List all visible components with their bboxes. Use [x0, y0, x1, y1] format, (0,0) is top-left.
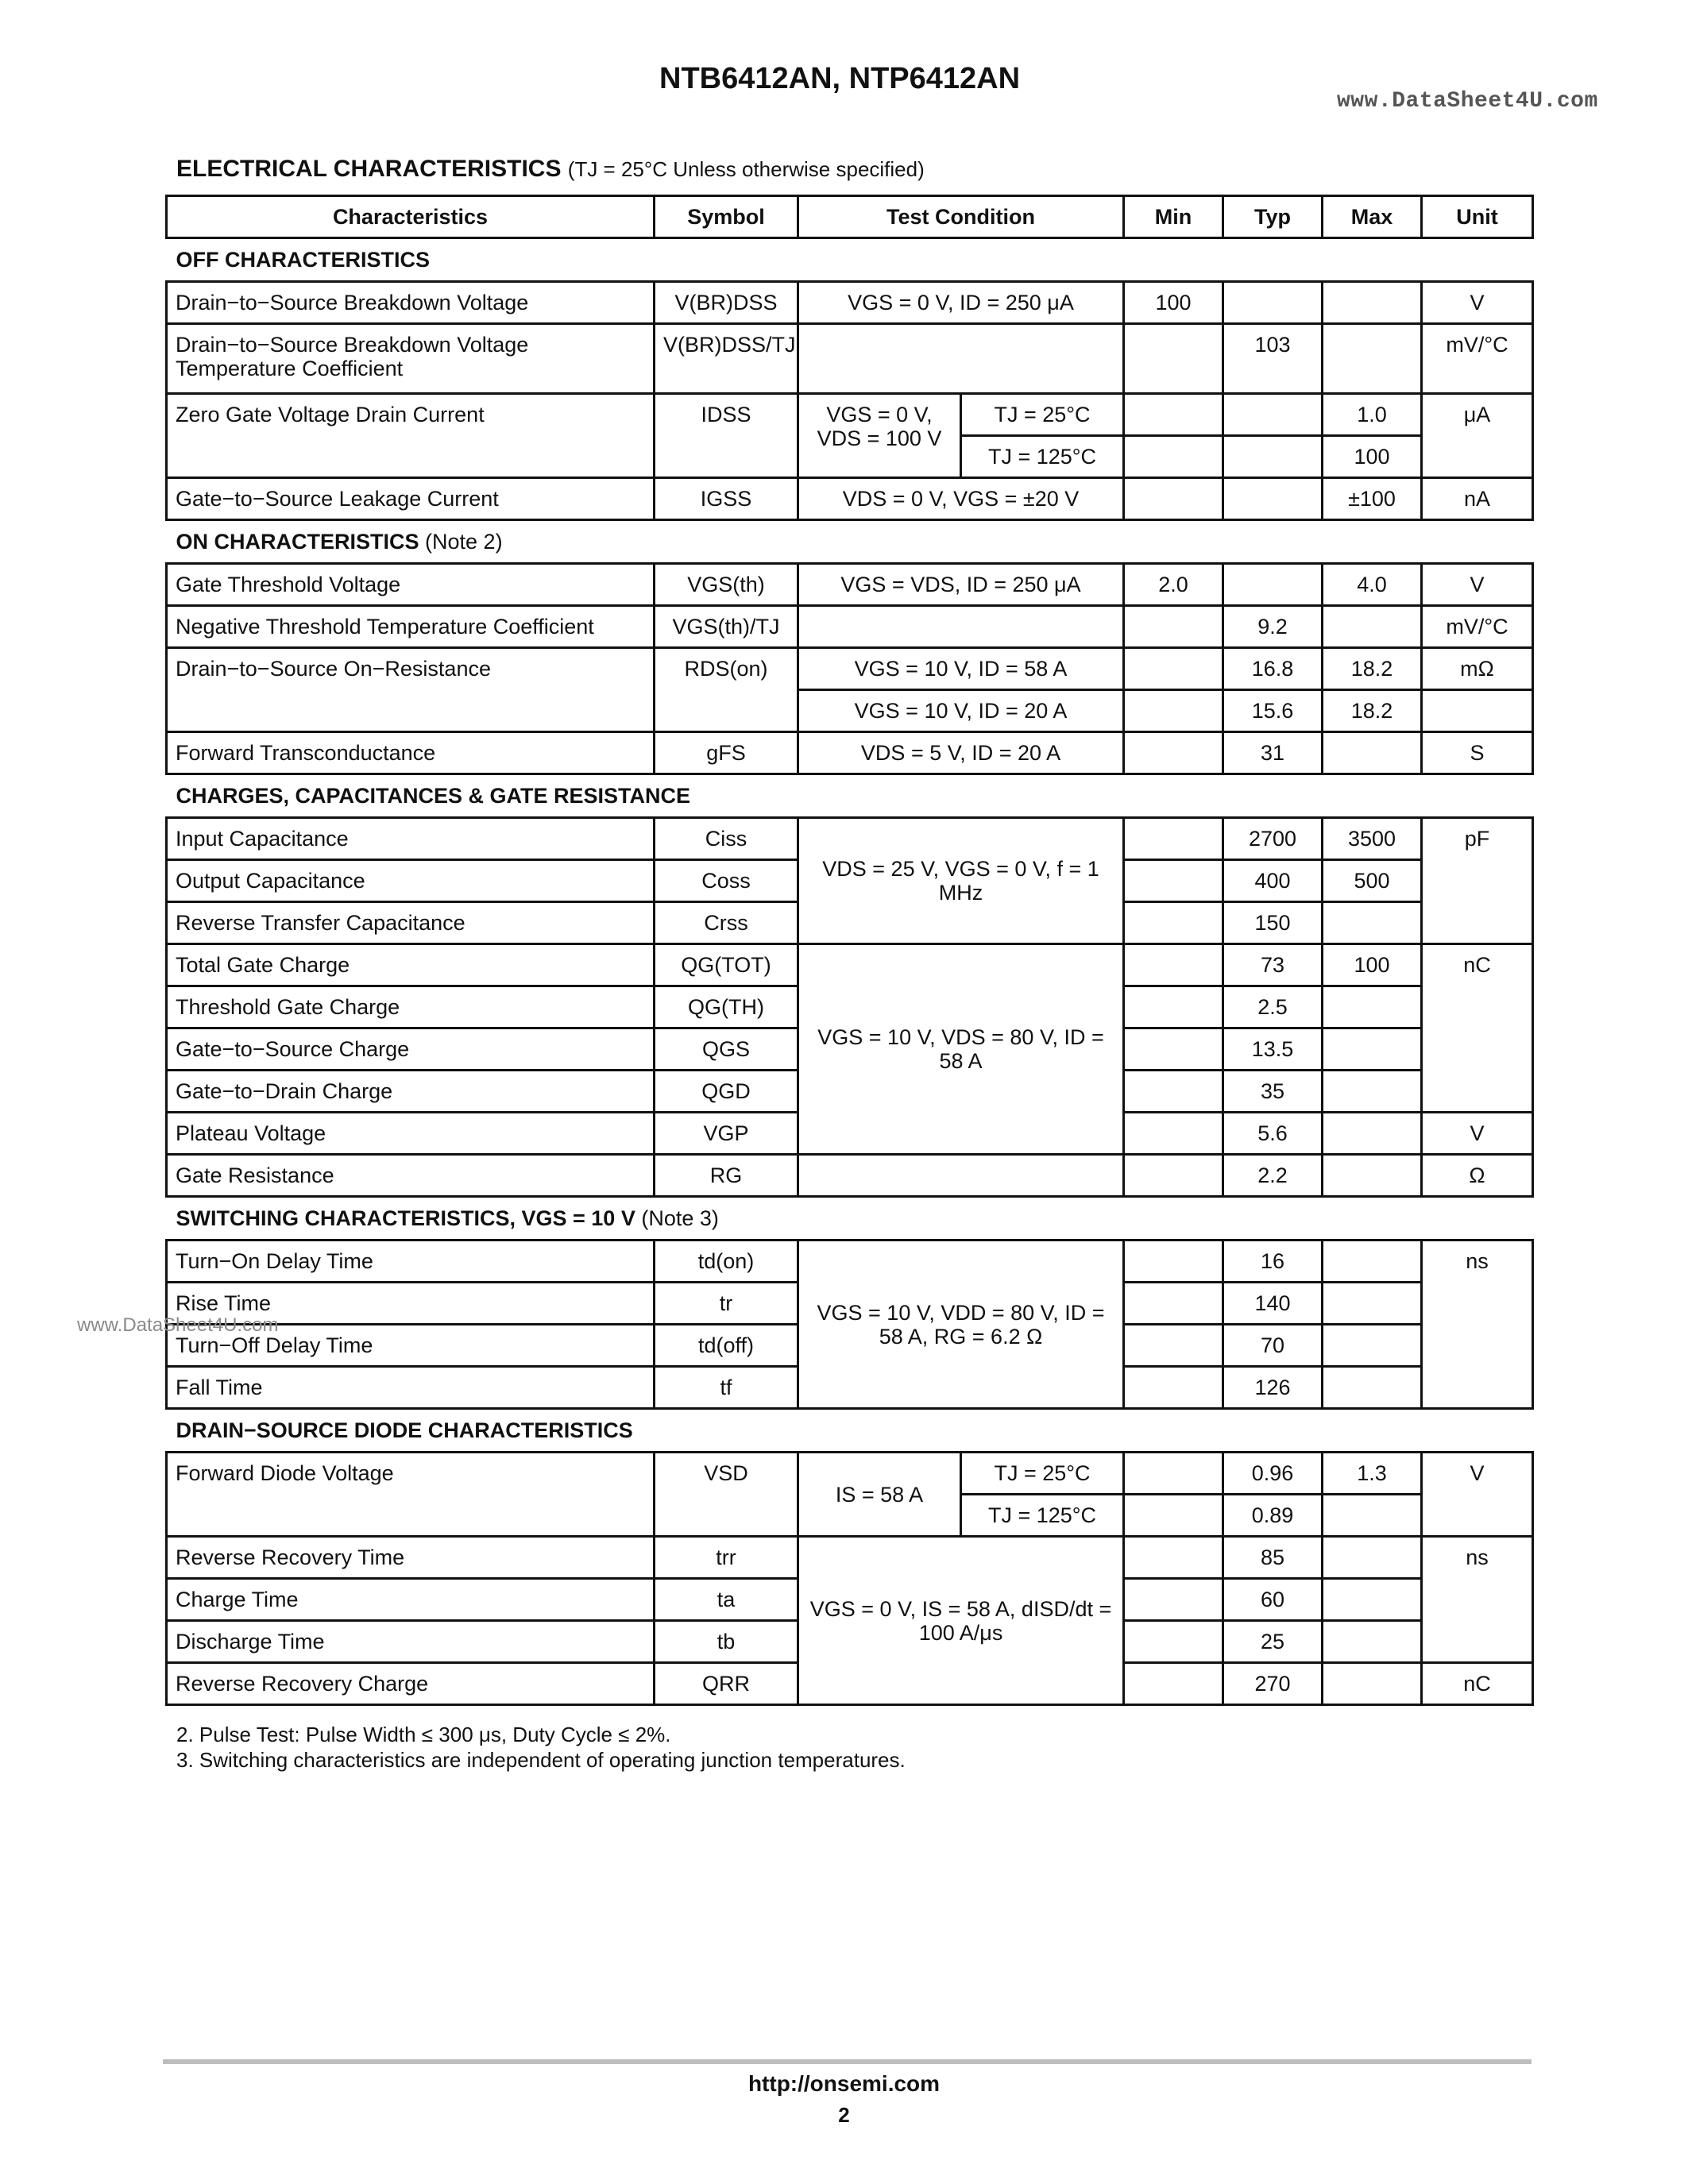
param-typ: 0.96	[1223, 1453, 1323, 1495]
param-name: Charge Time	[167, 1579, 655, 1621]
param-symbol: tf	[655, 1367, 798, 1409]
param-condition-temp: TJ = 25°C	[961, 394, 1124, 436]
param-symbol: ta	[655, 1579, 798, 1621]
section-row-off	[167, 238, 1533, 282]
param-name: Drain−to−Source Breakdown Voltage	[167, 282, 655, 324]
param-max	[1323, 1113, 1422, 1155]
param-min	[1124, 944, 1223, 986]
table-row	[167, 732, 1533, 774]
param-condition: VGS = 10 V, VDS = 80 V, ID = 58 A	[798, 944, 1124, 1155]
param-max: ±100	[1323, 478, 1422, 520]
param-max	[1323, 986, 1422, 1028]
param-min	[1124, 818, 1223, 860]
param-symbol: QGD	[655, 1071, 798, 1113]
section-heading	[176, 156, 925, 183]
param-min	[1124, 986, 1223, 1028]
col-typ: Typ	[1223, 196, 1323, 238]
param-max	[1323, 1071, 1422, 1113]
param-min: 100	[1124, 282, 1223, 324]
param-symbol: VGS(th)	[655, 564, 798, 606]
param-symbol: Ciss	[655, 818, 798, 860]
param-symbol: Coss	[655, 860, 798, 902]
watermark-mid[interactable]: www.DataSheet4U.com	[77, 1314, 279, 1336]
param-typ: 85	[1223, 1537, 1323, 1579]
col-max: Max	[1323, 196, 1422, 238]
param-min	[1124, 1453, 1223, 1495]
param-name: Turn−Off Delay Time	[167, 1325, 655, 1367]
param-min	[1124, 1155, 1223, 1197]
section-title	[167, 520, 1533, 564]
param-symbol: td(on)	[655, 1241, 798, 1283]
param-symbol: VSD	[655, 1453, 798, 1537]
param-min	[1124, 1663, 1223, 1705]
col-test-condition: Test Condition	[798, 196, 1124, 238]
param-typ: 140	[1223, 1283, 1323, 1325]
param-name: Gate−to−Source Leakage Current	[167, 478, 655, 520]
section-title: DRAIN−SOURCE DIODE CHARACTERISTICS	[167, 1409, 1533, 1453]
param-symbol: QG(TH)	[655, 986, 798, 1028]
param-typ	[1223, 282, 1323, 324]
param-min	[1124, 1325, 1223, 1367]
param-name: Discharge Time	[167, 1621, 655, 1663]
section-title	[167, 1197, 1533, 1241]
param-min	[1124, 1621, 1223, 1663]
table-row	[167, 944, 1533, 986]
param-max	[1323, 282, 1422, 324]
param-unit: V	[1422, 564, 1533, 606]
param-symbol: IDSS	[655, 394, 798, 478]
param-typ: 25	[1223, 1621, 1323, 1663]
param-min	[1124, 394, 1223, 436]
param-name: Reverse Recovery Charge	[167, 1663, 655, 1705]
param-typ	[1223, 436, 1323, 478]
param-symbol: QRR	[655, 1663, 798, 1705]
param-symbol: RG	[655, 1155, 798, 1197]
param-typ: 150	[1223, 902, 1323, 944]
table-row	[167, 1537, 1533, 1579]
param-min	[1124, 1495, 1223, 1537]
table-row	[167, 324, 1533, 394]
section-title-text: SWITCHING CHARACTERISTICS, VGS = 10 V	[176, 1206, 635, 1230]
param-max: 500	[1323, 860, 1422, 902]
param-max: 1.0	[1323, 394, 1422, 436]
param-min	[1124, 690, 1223, 732]
param-typ: 60	[1223, 1579, 1323, 1621]
param-max	[1323, 1367, 1422, 1409]
page-number: 2	[838, 2103, 850, 2127]
table-row	[167, 648, 1533, 690]
param-unit: nA	[1422, 478, 1533, 520]
param-symbol: trr	[655, 1537, 798, 1579]
param-min	[1124, 324, 1223, 394]
param-condition: VGS = 0 V, VDS = 100 V	[798, 394, 961, 478]
param-name: Reverse Recovery Time	[167, 1537, 655, 1579]
param-unit: nC	[1422, 944, 1533, 1113]
col-symbol: Symbol	[655, 196, 798, 238]
param-min	[1124, 478, 1223, 520]
param-symbol: gFS	[655, 732, 798, 774]
param-symbol: RDS(on)	[655, 648, 798, 732]
table-row	[167, 478, 1533, 520]
param-typ: 31	[1223, 732, 1323, 774]
param-max: 4.0	[1323, 564, 1422, 606]
param-max	[1323, 324, 1422, 394]
param-name: Plateau Voltage	[167, 1113, 655, 1155]
param-min	[1124, 860, 1223, 902]
footnote-2: 2. Pulse Test: Pulse Width ≤ 300 μs, Duty Cycle ≤ 2%.	[176, 1723, 671, 1746]
param-unit: mV/°C	[1422, 324, 1533, 394]
param-name: Fall Time	[167, 1367, 655, 1409]
param-symbol: VGP	[655, 1113, 798, 1155]
param-typ: 13.5	[1223, 1028, 1323, 1071]
param-symbol: QGS	[655, 1028, 798, 1071]
param-min	[1124, 1028, 1223, 1071]
watermark-top[interactable]: www.DataSheet4U.com	[1337, 89, 1598, 114]
param-name: Reverse Transfer Capacitance	[167, 902, 655, 944]
heading-condition: (TJ = 25°C Unless otherwise specified)	[567, 157, 925, 181]
param-max: 3500	[1323, 818, 1422, 860]
param-name: Gate Resistance	[167, 1155, 655, 1197]
param-min	[1124, 436, 1223, 478]
param-min	[1124, 648, 1223, 690]
param-typ: 2700	[1223, 818, 1323, 860]
param-name: Drain−to−Source Breakdown Voltage Temperature Coefficient	[167, 324, 655, 394]
table-row	[167, 564, 1533, 606]
param-min	[1124, 732, 1223, 774]
param-condition: VDS = 25 V, VGS = 0 V, f = 1 MHz	[798, 818, 1124, 944]
param-max	[1323, 1283, 1422, 1325]
param-max: 100	[1323, 944, 1422, 986]
param-max: 1.3	[1323, 1453, 1422, 1495]
param-unit: nC	[1422, 1663, 1533, 1705]
param-typ: 2.2	[1223, 1155, 1323, 1197]
section-title: CHARGES, CAPACITANCES & GATE RESISTANCE	[167, 774, 1533, 818]
param-typ: 9.2	[1223, 606, 1323, 648]
param-typ	[1223, 564, 1323, 606]
param-name: Gate Threshold Voltage	[167, 564, 655, 606]
param-name: Rise Time	[167, 1283, 655, 1325]
section-note: (Note 3)	[641, 1206, 719, 1230]
param-condition: VDS = 0 V, VGS = ±20 V	[798, 478, 1124, 520]
param-symbol: V(BR)DSS/TJ	[655, 324, 798, 394]
table-row	[167, 1241, 1533, 1283]
param-symbol: tr	[655, 1283, 798, 1325]
param-typ: 2.5	[1223, 986, 1323, 1028]
param-condition-temp: TJ = 125°C	[961, 1495, 1124, 1537]
param-max: 100	[1323, 436, 1422, 478]
param-unit: V	[1422, 282, 1533, 324]
param-condition: VGS = 10 V, VDD = 80 V, ID = 58 A, RG = 6.2 Ω	[798, 1241, 1124, 1409]
table-row	[167, 282, 1533, 324]
heading-label: ELECTRICAL CHARACTERISTICS	[176, 156, 562, 182]
param-typ	[1223, 394, 1323, 436]
param-typ: 73	[1223, 944, 1323, 986]
param-typ: 126	[1223, 1367, 1323, 1409]
param-unit: Ω	[1422, 1155, 1533, 1197]
table-row	[167, 818, 1533, 860]
param-unit	[1422, 690, 1533, 732]
param-typ: 103	[1223, 324, 1323, 394]
footer-divider	[163, 2059, 1532, 2064]
param-max	[1323, 606, 1422, 648]
table-row	[167, 606, 1533, 648]
param-unit: V	[1422, 1453, 1533, 1537]
param-condition	[798, 1155, 1124, 1197]
param-max	[1323, 902, 1422, 944]
section-row-on	[167, 520, 1533, 564]
param-max	[1323, 1621, 1422, 1663]
param-typ: 400	[1223, 860, 1323, 902]
param-min	[1124, 606, 1223, 648]
param-symbol: VGS(th)/TJ	[655, 606, 798, 648]
param-unit: S	[1422, 732, 1533, 774]
param-name: Output Capacitance	[167, 860, 655, 902]
param-symbol: V(BR)DSS	[655, 282, 798, 324]
param-max	[1323, 1325, 1422, 1367]
param-name: Total Gate Charge	[167, 944, 655, 986]
param-condition-temp: TJ = 25°C	[961, 1453, 1124, 1495]
param-condition: VGS = 0 V, IS = 58 A, dISD/dt = 100 A/μs	[798, 1537, 1124, 1705]
param-typ: 70	[1223, 1325, 1323, 1367]
param-unit: mΩ	[1422, 648, 1533, 690]
param-typ: 270	[1223, 1663, 1323, 1705]
table-row	[167, 1155, 1533, 1197]
param-min	[1124, 1113, 1223, 1155]
col-unit: Unit	[1422, 196, 1533, 238]
param-max	[1323, 1495, 1422, 1537]
param-unit: mV/°C	[1422, 606, 1533, 648]
param-symbol: IGSS	[655, 478, 798, 520]
param-condition: VGS = 10 V, ID = 20 A	[798, 690, 1124, 732]
param-name: Forward Transconductance	[167, 732, 655, 774]
param-symbol: tb	[655, 1621, 798, 1663]
param-symbol: Crss	[655, 902, 798, 944]
param-name: Drain−to−Source On−Resistance	[167, 648, 655, 732]
table-row	[167, 1453, 1533, 1495]
param-name: Forward Diode Voltage	[167, 1453, 655, 1537]
param-typ: 15.6	[1223, 690, 1323, 732]
param-min	[1124, 1241, 1223, 1283]
param-name: Negative Threshold Temperature Coefficient	[167, 606, 655, 648]
section-note: (Note 2)	[425, 530, 503, 554]
param-condition: IS = 58 A	[798, 1453, 961, 1537]
param-min	[1124, 1283, 1223, 1325]
section-title: OFF CHARACTERISTICS	[167, 238, 1533, 282]
param-min	[1124, 1537, 1223, 1579]
param-name: Gate−to−Drain Charge	[167, 1071, 655, 1113]
param-min	[1124, 1071, 1223, 1113]
param-min	[1124, 1579, 1223, 1621]
param-min: 2.0	[1124, 564, 1223, 606]
param-typ: 5.6	[1223, 1113, 1323, 1155]
param-condition	[798, 606, 1124, 648]
param-symbol: QG(TOT)	[655, 944, 798, 986]
col-min: Min	[1124, 196, 1223, 238]
footnote-3: 3. Switching characteristics are independent of operating junction temperatures.	[176, 1748, 906, 1772]
section-row-diode	[167, 1409, 1533, 1453]
table-row	[167, 394, 1533, 436]
param-max	[1323, 1663, 1422, 1705]
param-unit: pF	[1422, 818, 1533, 944]
param-name: Gate−to−Source Charge	[167, 1028, 655, 1071]
param-max: 18.2	[1323, 648, 1422, 690]
param-condition: VDS = 5 V, ID = 20 A	[798, 732, 1124, 774]
param-min	[1124, 902, 1223, 944]
param-unit: ns	[1422, 1241, 1533, 1409]
param-max	[1323, 732, 1422, 774]
param-name: Zero Gate Voltage Drain Current	[167, 394, 655, 478]
param-name: Input Capacitance	[167, 818, 655, 860]
param-typ: 0.89	[1223, 1495, 1323, 1537]
electrical-characteristics-table	[165, 195, 1534, 1706]
document-title: NTB6412AN, NTP6412AN	[659, 62, 1021, 95]
param-condition: VGS = 10 V, ID = 58 A	[798, 648, 1124, 690]
section-row-charges	[167, 774, 1533, 818]
param-max	[1323, 1155, 1422, 1197]
param-typ: 16	[1223, 1241, 1323, 1283]
param-typ: 35	[1223, 1071, 1323, 1113]
param-typ	[1223, 478, 1323, 520]
col-characteristics: Characteristics	[167, 196, 655, 238]
param-max	[1323, 1028, 1422, 1071]
param-max	[1323, 1579, 1422, 1621]
param-unit: ns	[1422, 1537, 1533, 1663]
param-name: Threshold Gate Charge	[167, 986, 655, 1028]
section-row-switching	[167, 1197, 1533, 1241]
footnotes	[176, 1722, 906, 1773]
param-min	[1124, 1367, 1223, 1409]
param-unit: V	[1422, 1113, 1533, 1155]
param-symbol: td(off)	[655, 1325, 798, 1367]
param-condition-temp: TJ = 125°C	[961, 436, 1124, 478]
param-condition: VGS = VDS, ID = 250 μA	[798, 564, 1124, 606]
footer-url[interactable]: http://onsemi.com	[747, 2071, 941, 2096]
param-typ: 16.8	[1223, 648, 1323, 690]
param-max	[1323, 1241, 1422, 1283]
param-condition: VGS = 0 V, ID = 250 μA	[798, 282, 1124, 324]
param-condition	[798, 324, 1124, 394]
section-title-text: ON CHARACTERISTICS	[176, 530, 419, 554]
param-max	[1323, 1537, 1422, 1579]
param-unit: μA	[1422, 394, 1533, 478]
param-max: 18.2	[1323, 690, 1422, 732]
header-row	[167, 196, 1533, 238]
param-name: Turn−On Delay Time	[167, 1241, 655, 1283]
